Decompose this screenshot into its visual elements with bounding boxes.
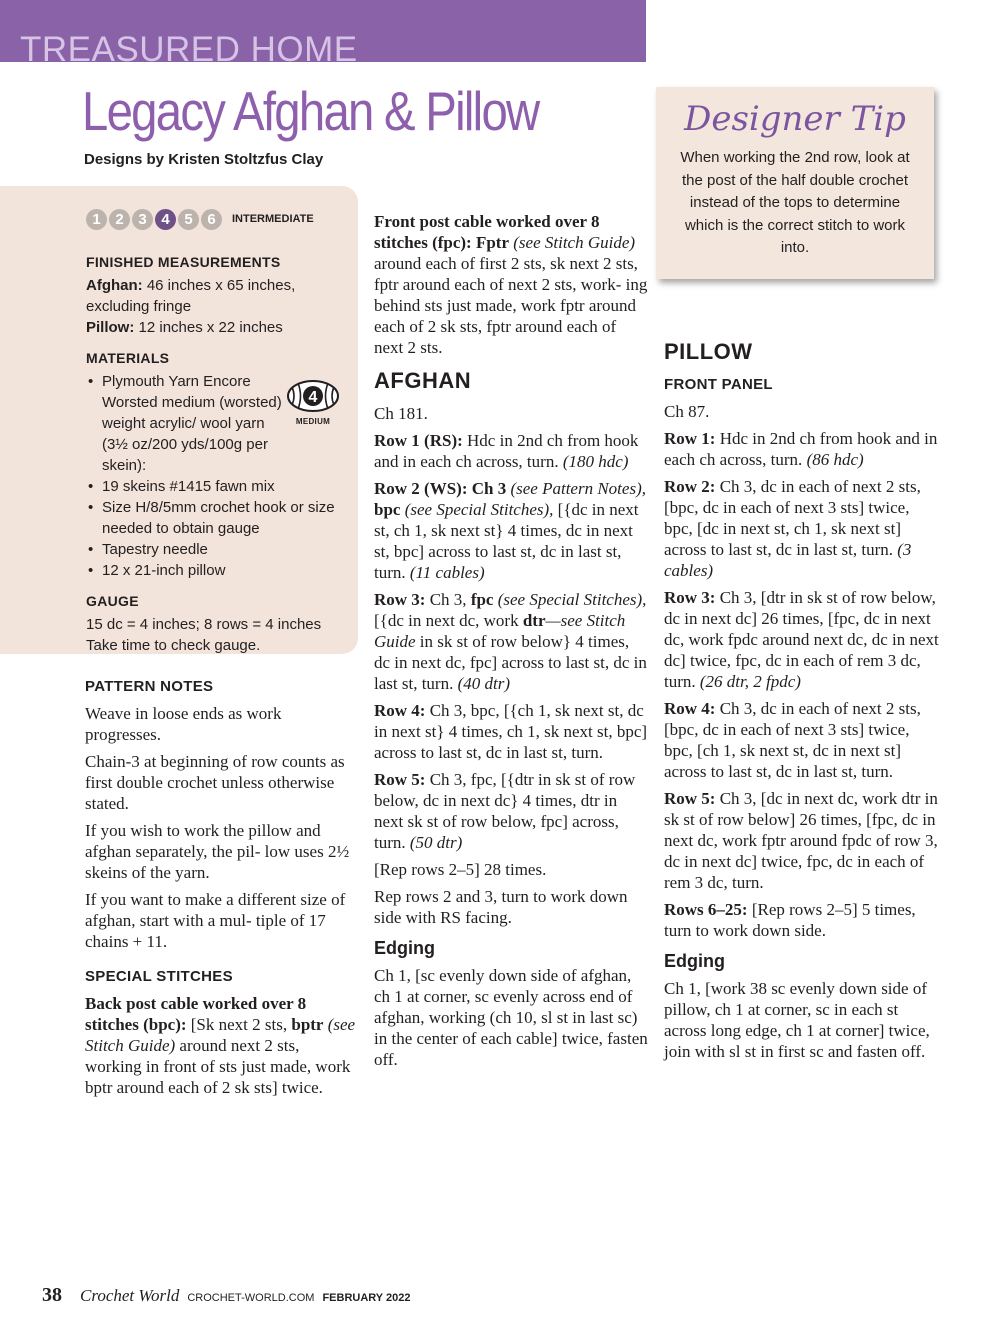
afghan-size-label: Afghan: [86,277,143,294]
byline: Designs by Kristen Stoltzfus Clay [84,151,324,168]
fpc-definition [374,211,649,358]
afghan-row-2-a: (see Pattern Notes), [506,479,646,498]
pillow-row-3-label: Row 3: [664,588,716,607]
pillow-edging-text: Ch 1, [work 38 sc evenly down side of pillow, ch 1 at corner, sc in each st across long edge, ch 1 at corner] twice, join with sl st in first sc and fasten off. [664,979,930,1061]
afghan-row-4-label: Row 4: [374,701,426,720]
afghan-row-3 [374,589,649,694]
pattern-note-1: Weave in loose ends as work progresses. [85,704,282,744]
pillow-rows-6-25-label: Rows 6–25: [664,900,748,919]
material-pillow [86,560,346,581]
pillow-heading: PILLOW [664,339,753,364]
pillow-size-value: 12 inches x 22 inches [134,319,283,336]
afghan-row-5-label: Row 5: [374,770,426,789]
pillow-row-2-text: Ch 3, dc in each of next 2 sts, [bpc, dc in each of next 3 sts] twice, bpc, [dc in next st, ch 1, sk next st] across to last st, dc in last st, turn. [664,477,921,559]
afghan-row-2-label: Row 2 (WS): Ch 3 [374,479,507,498]
skill-level-4: 4 [155,209,176,230]
pillow-rows-6-25-text: [Rep rows 2–5] 5 times, turn to work down side. [664,900,916,940]
afghan-row-3-e: dtr [522,611,546,630]
afghan-row-2-c: (see Special Stitches), [400,500,554,519]
afghan-row-4-text: Ch 3, bpc, [{ch 1, sk next st, dc in next st} 4 times, ch 1, sk next st, bpc] across to last st, dc in last st, turn. [374,701,648,762]
yarn-weight-icon [286,379,340,425]
material-needle [86,539,346,560]
skill-level-1: 1 [86,209,107,230]
pillow-row-1-label: Row 1: [664,429,716,448]
afghan-row-2-d: [{dc in next st, ch 1, sk next st} 4 times, dc in next st, bpc] across to last st, dc in last st, turn. [374,500,639,582]
afghan-row-3-label: Row 3: [374,590,426,609]
bpc-text-c: (see Stitch Guide) [85,1015,356,1055]
fpc-text-a: (see Stitch Guide) [509,233,636,252]
afghan-row-5 [374,769,649,853]
finished-measurements-heading: FINISHED MEASUREMENTS [86,254,281,270]
skill-level-row [86,206,346,232]
pillow-row-1 [664,428,939,470]
magazine-url: CROCHET-WORLD.COM [187,1292,315,1304]
bpc-name: Back post cable worked over 8 stitches (bpc): [85,994,307,1034]
afghan-row-1-count: (180 hdc) [562,452,629,471]
fpc-text-b: around each of first 2 sts, sk next 2 sts, fptr around each of next 2 sts, work- ing behind sts just made, work fptr around each of 2 sk sts, fptr around each of next 2 sts. [374,254,648,357]
yarn-weight-number: 4 [308,389,318,406]
material-hook [86,497,346,539]
section-banner [0,0,646,69]
skill-level-3: 3 [132,209,153,230]
material-hook-text: Size H/8/5mm crochet hook or size needed to obtain gauge [102,499,335,537]
column-right [664,341,939,1068]
banner-text: TREASURED HOME [20,30,358,69]
afghan-size [86,275,346,317]
afghan-row-1 [374,430,649,472]
afghan-row-3-f: —see Stitch Guide [374,611,626,651]
material-needle-text: Tapestry needle [102,541,208,558]
pillow-row-5-text: Ch 3, [dc in next dc, work dtr in sk st of row below] 26 times, [fpc, dc in next dc, work fptr around fpdc of row 3, dc in next dc] twice, fpc, dc in each of rem 3 dc, turn. [664,789,938,892]
pillow-chain: Ch 87. [664,402,710,421]
afghan-repeat: [Rep rows 2–5] 28 times. [374,860,547,879]
gauge-heading: GAUGE [86,593,139,609]
skill-level-6: 6 [201,209,222,230]
bpc-text-d: around next 2 sts, working in front of sts just made, work bptr around each of 2 sk sts] twice. [85,1036,351,1097]
afghan-row-3-g: in sk st of row below} 4 times, dc in next dc, fpc] across to last st, dc in last st, turn. [374,632,647,693]
pillow-row-3-text: Ch 3, [dtr in sk st of row below, dc in next dc] 26 times, [fpc, dc in next dc, work fpdc around next dc, dc in next dc] twice, fpc, dc in each of rem 3 dc, turn. [664,588,939,691]
bpc-definition [85,993,360,1098]
afghan-heading: AFGHAN [374,368,472,393]
pillow-rows-6-25 [664,899,939,941]
designer-tip-box [656,87,934,279]
pillow-row-3-count: (26 dtr, 2 fpdc) [699,672,801,691]
afghan-row-3-a: Ch 3, [425,590,471,609]
issue-date: FEBRUARY 2022 [322,1292,411,1304]
afghan-row-2 [374,478,649,583]
skill-level-5: 5 [178,209,199,230]
pattern-note-4: If you want to make a different size of afghan, start with a mul- tiple of 17 chains + 11. [85,890,346,951]
pillow-size [86,317,346,338]
front-panel-heading: FRONT PANEL [664,376,773,393]
info-content [86,206,346,656]
skill-level-2: 2 [109,209,130,230]
skill-level-label: INTERMEDIATE [232,212,314,225]
afghan-chain: Ch 181. [374,404,428,423]
afghan-row-3-b: fpc [470,590,494,609]
material-yarn-text: Plymouth Yarn Encore Worsted medium (worsted) weight acrylic/ wool yarn (3½ oz/200 yds/100g per skein): [102,373,282,474]
afghan-row-3-d: [{dc in next dc, work [374,611,523,630]
pillow-row-2-label: Row 2: [664,477,716,496]
bpc-text-b: bptr [291,1015,324,1034]
yarn-weight-label: MEDIUM [295,417,331,426]
pattern-note-2: Chain-3 at beginning of row counts as first double crochet unless otherwise stated. [85,752,345,813]
bpc-text-a: [Sk next 2 sts, [186,1015,292,1034]
page-number: 38 [42,1284,62,1306]
material-yarn-sub-text: 19 skeins #1415 fawn mix [102,478,275,495]
pillow-row-4-label: Row 4: [664,699,716,718]
afghan-row-1-text: Hdc in 2nd ch from hook and in each ch across, turn. [374,431,639,471]
afghan-repeat-2: Rep rows 2 and 3, turn to work down side with RS facing. [374,887,628,927]
afghan-row-5-text: Ch 3, fpc, [{dtr in sk st of row below, dc in next dc} 4 times, dtr in next sk st of row below, fpc] across, turn. [374,770,636,852]
pillow-edging-heading: Edging [664,951,725,971]
pillow-row-5 [664,788,939,893]
pattern-notes-heading: PATTERN NOTES [85,678,214,695]
pillow-row-2-count: (3 cables) [664,540,912,580]
special-stitches-heading: SPECIAL STITCHES [85,968,233,985]
afghan-edging-heading: Edging [374,938,435,958]
column-left [85,676,360,1104]
pillow-row-4-text: Ch 3, dc in each of next 2 sts, [bpc, dc in each of next 3 sts] twice, bpc, [ch 1, sk next st, dc in next st] across to last st, dc in last st, turn. [664,699,921,781]
magazine-name: Crochet World [80,1286,180,1305]
afghan-row-3-count: (40 dtr) [457,674,511,693]
pillow-row-3 [664,587,939,692]
afghan-edging-text: Ch 1, [sc evenly down side of afghan, ch 1 at corner, sc evenly across end of afghan, working (ch 10, sl st in last sc) in the center of each cable] twice, fasten off. [374,966,648,1069]
afghan-row-2-count: (11 cables) [409,563,485,582]
page-footer [42,1284,410,1307]
pillow-row-1-count: (86 hdc) [806,450,864,469]
afghan-row-4 [374,700,649,763]
page-title: Legacy Afghan & Pillow [82,80,539,142]
gauge-line-1: 15 dc = 4 inches; 8 rows = 4 inches [86,616,322,633]
afghan-row-5-count: (50 dtr) [409,833,463,852]
afghan-row-2-b: bpc [374,500,401,519]
afghan-row-1-label: Row 1 (RS): [374,431,463,450]
column-middle [374,211,649,1076]
material-pillow-text: 12 x 21-inch pillow [102,562,226,579]
designer-tip-text: When working the 2nd row, look at the post of the half double crochet instead of the tops to determine which is the correct stitch to work into. [680,149,910,256]
info-box [0,186,358,654]
afghan-size-value: 46 inches x 65 inches, excluding fringe [86,277,296,315]
materials-heading: MATERIALS [86,350,170,366]
afghan-row-3-c: (see Special Stitches), [493,590,647,609]
pillow-row-2 [664,476,939,581]
pillow-row-4 [664,698,939,782]
gauge-line-2: Take time to check gauge. [86,637,261,654]
fpc-name: Front post cable worked over 8 stitches (fpc): Fptr [374,212,600,252]
pillow-row-1-text: Hdc in 2nd ch from hook and in each ch across, turn. [664,429,938,469]
pillow-row-5-label: Row 5: [664,789,716,808]
pillow-size-label: Pillow: [86,319,135,336]
material-yarn-sub [86,476,346,497]
designer-tip-title: Designer Tip [684,99,906,139]
yarn-skein-icon [286,379,340,413]
pattern-note-3: If you wish to work the pillow and afghan separately, the pil- low uses 2½ skeins of the yarn. [85,821,350,882]
